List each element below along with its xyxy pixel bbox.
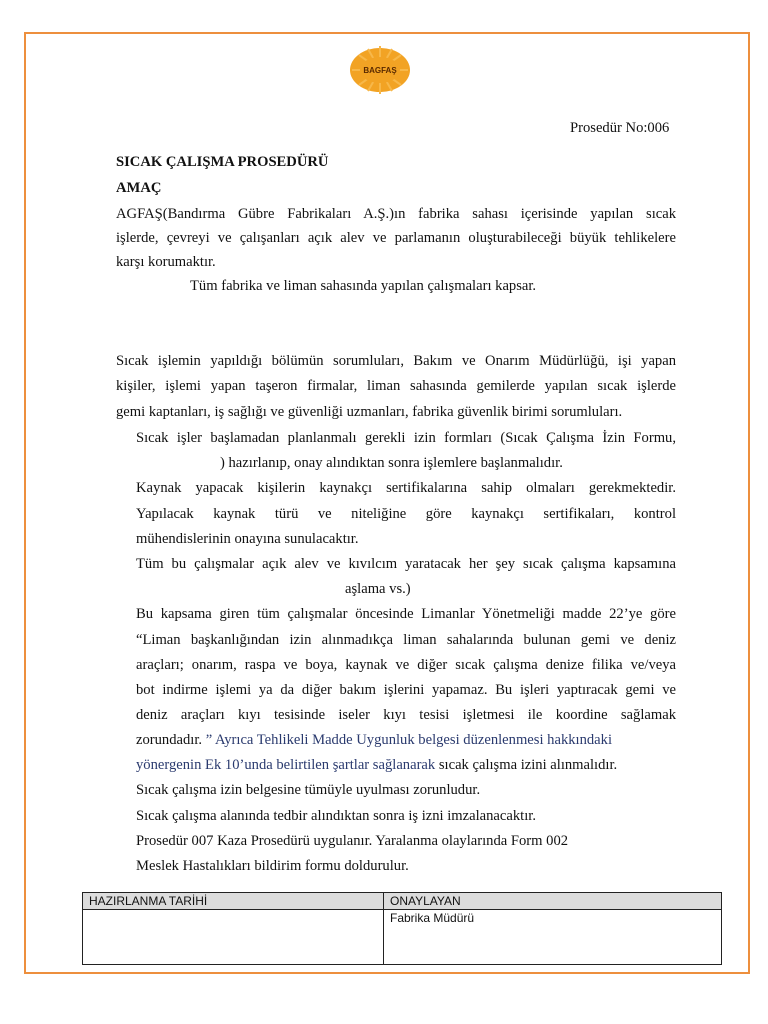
highlighted-text: yönergenin Ek 10’unda belirtilen şartlar sağlanarak [136, 757, 436, 773]
body-line: bot indirme işlemi ya da diğer bakım işlerini yapamaz. Bu işleri yaptıracak gemi ve [136, 682, 676, 698]
section-aim-heading: AMAÇ [116, 180, 162, 196]
body-line: Bu kapsama giren tüm çalışmalar öncesinde Limanlar Yönetmeliği madde 22’ye göre [136, 606, 676, 622]
body-line: Tüm bu çalışmalar açık alev ve kıvılcım yaratacak her şey sıcak çalışma kapsamına [136, 556, 676, 572]
aim-line: işlerde, çevreyi ve çalışanları açık alev ve parlamanın oluşturabileceği büyük tehlikelere [116, 230, 676, 246]
body-line: Sıcak işler başlamadan planlanmalı gerekli izin formları (Sıcak Çalışma İzin Formu, [136, 430, 676, 446]
svg-text:BAGFAŞ: BAGFAŞ [363, 66, 397, 75]
body-line: Sıcak çalışma alanında tedbir alındıktan sonra iş izni imzalanacaktır. [136, 808, 536, 824]
responsibility-line: Sıcak işlemin yapıldığı bölümün sorumluları, Bakım ve Onarım Müdürlüğü, işi yapan [116, 353, 676, 369]
body-line [136, 730, 612, 750]
body-text: sıcak çalışma izini alınmalıdır. [435, 757, 618, 773]
approver-header: ONAYLAYAN [384, 893, 722, 910]
body-line: ) hazırlanıp, onay alındıktan sonra işlemlere başlanmalıdır. [220, 455, 563, 471]
body-line: Kaynak yapacak kişilerin kaynakçı sertifikalarına sahip olmaları gerekmektedir. [136, 480, 676, 496]
aim-line: AGFAŞ(Bandırma Gübre Fabrikaları A.Ş.)ın fabrika sahası içerisinde yapılan sıcak [116, 206, 676, 222]
prepared-date-header: HAZIRLANMA TARİHİ [83, 893, 384, 910]
responsibility-line: kişiler, işlemi yapan taşeron firmalar, liman sahasında gemilerde yapılan sıcak işlerde [116, 378, 676, 394]
body-line: Meslek Hastalıkları bildirim formu doldurulur. [136, 858, 409, 874]
body-line [136, 755, 617, 775]
body-line: Sıcak çalışma izin belgesine tümüyle uyulması zorunludur. [136, 782, 481, 798]
procedure-number: Prosedür No:006 [570, 120, 670, 136]
aim-line: karşı korumaktır. [116, 254, 216, 270]
body-line: mühendislerinin onayına sunulacaktır. [136, 531, 359, 547]
body-text: zorundadır. [136, 732, 206, 748]
body-line: Prosedür 007 Kaza Prosedürü uygulanır. Yaralanma olaylarında Form 002 [136, 833, 569, 849]
highlighted-text: ” Ayrıca Tehlikeli Madde Uygunluk belgesi düzenlenmesi hakkındaki [205, 732, 613, 748]
bagfas-logo [346, 44, 414, 96]
document-title: SICAK ÇALIŞMA PROSEDÜRÜ [116, 154, 329, 170]
signature-table [82, 892, 722, 965]
body-line: Yapılacak kaynak türü ve niteliğine göre kaynakçı sertifikaları, kontrol [136, 506, 676, 522]
body-line: aşlama vs.) [345, 581, 411, 597]
body-line: araçları; onarım, raspa ve boya, kaynak ve diğer sıcak çalışma denize filika ve/veya [136, 657, 676, 673]
responsibility-line: gemi kaptanları, iş sağlığı ve güvenliği uzmanları, fabrika güvenlik birimi sorumluları. [116, 404, 623, 420]
prepared-date-cell [83, 910, 384, 965]
body-line: deniz araçları kıyı tesisinde iseler kıyı tesisi işletmesi ile koordine sağlamak [136, 707, 676, 723]
approver-cell: Fabrika Müdürü [384, 910, 722, 965]
scope-line: Tüm fabrika ve liman sahasında yapılan çalışmaları kapsar. [190, 278, 537, 294]
body-line: “Liman başkanlığından izin alınmadıkça liman sahalarında bulunan gemi ve deniz [136, 632, 676, 648]
